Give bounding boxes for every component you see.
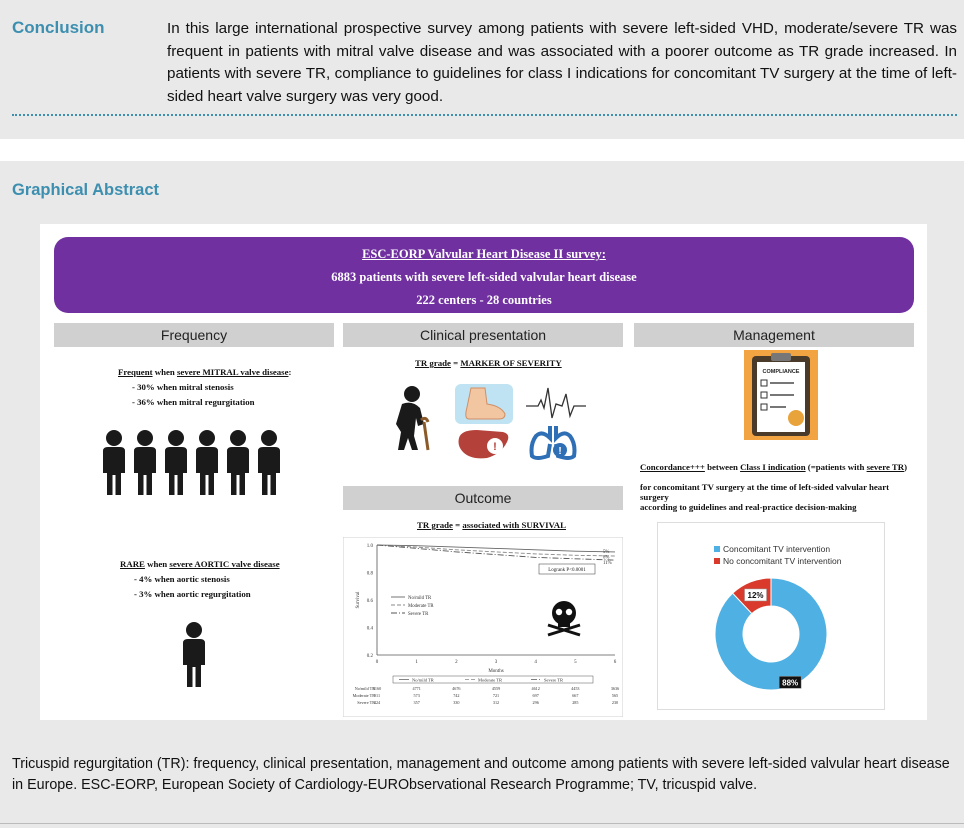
rare-word: RARE (120, 559, 145, 569)
banner-line-3: 222 centers - 28 countries (416, 293, 552, 307)
frequency-header: Frequency (54, 323, 334, 347)
km-end-label: 5% (603, 549, 610, 555)
km-legend-label: Moderate TR (408, 603, 434, 609)
km-y-tick-label: 0.4 (366, 626, 373, 632)
associated-with-survival: associated with SURVIVAL (462, 520, 566, 530)
km-y-axis-label: Survival (356, 591, 361, 609)
banner-line-1: ESC-EORP Valvular Heart Disease II survey: (362, 247, 606, 261)
section-gap (0, 139, 964, 161)
km-x-tick-label: 2 (455, 660, 458, 665)
outcome-header: Outcome (343, 486, 623, 510)
risk-table-row-label: Moderate TR (352, 693, 375, 698)
frequent-line (118, 367, 338, 377)
skull-eye (556, 609, 562, 615)
freq-item-aortic-regurgitation: - 3% when aortic regurgitation (134, 589, 251, 599)
km-x-tick-label: 5 (574, 660, 577, 665)
donut-data-label: 88% (782, 678, 799, 688)
risk-table-cell: 357 (413, 700, 420, 705)
severe-tr-word: severe TR (866, 462, 905, 472)
clipboard-label: COMPLIANCE (762, 369, 800, 375)
graphical-abstract-figure (40, 224, 927, 720)
lungs-icon (528, 422, 578, 462)
tr-marker-line (415, 358, 615, 368)
km-x-tick-label: 0 (375, 660, 379, 665)
risk-table-cell: 697 (532, 693, 539, 698)
km-end-label: 11% (603, 561, 612, 567)
risk-table-cell: 296 (532, 700, 539, 705)
banner-line-2: 6883 patients with severe left-sided valvular heart disease (331, 270, 637, 284)
concordance-line-2: for concomitant TV surgery at the time of left-sided valvular heart surgery (640, 482, 890, 502)
concordance-line-3: according to guidelines and real-practice decision-making (640, 502, 857, 512)
donut-data-label: 12% (747, 590, 764, 600)
survey-banner (54, 237, 914, 313)
risk-table-cell: 4612 (531, 686, 540, 691)
risk-table-cell: 4771 (412, 686, 421, 691)
km-bottom-legend-label: No/mild TR (412, 677, 434, 683)
km-y-tick-label: 1.0 (366, 544, 373, 549)
donut-svg (658, 523, 884, 709)
single-person-icon (178, 621, 210, 689)
compliance-clipboard-icon (744, 350, 818, 440)
clinical-presentation-header: Clinical presentation (343, 323, 623, 347)
elderly-person-icon (388, 384, 440, 452)
frequent-word: Frequent (118, 367, 153, 377)
management-header: Management (634, 323, 914, 347)
marker-of-severity: MARKER OF SEVERITY (460, 358, 562, 368)
risk-table-cell: 285 (572, 700, 579, 705)
risk-table-cell: 667 (572, 693, 579, 698)
risk-table-cell: 573 (413, 693, 420, 698)
risk-table-cell: 424 (373, 700, 381, 705)
bottom-rule (0, 823, 964, 824)
freq-item-mitral-stenosis: - 30% when mitral stenosis (132, 382, 234, 392)
risk-table-cell: 3636 (610, 686, 620, 691)
risk-table-cell: 565 (611, 693, 619, 698)
survival-curve-chart (343, 537, 623, 717)
skull-jaw (558, 619, 570, 627)
rare-line (120, 559, 340, 569)
km-x-tick-label: 4 (534, 660, 537, 665)
conclusion-heading: Conclusion (12, 18, 105, 37)
risk-table-cell: 4453 (571, 686, 580, 691)
conclusion-text: In this large international prospective survey among patients with severe left-sided VHD, moderate/severe TR was frequent in patients with mitral valve disease and was associated with a poorer outcome as TR grade increased. In patients with severe TR, compliance to guidelines for class I indications for concomitant TV surgery at the time of left-sided heart valve surgery was very good. (167, 20, 957, 105)
risk-table-cell: 721 (492, 693, 500, 698)
freq-item-mitral-regurgitation: - 36% when mitral regurgitation (132, 397, 255, 407)
km-x-tick-label: 3 (494, 660, 498, 665)
risk-table-row-label: Severe TR (357, 700, 375, 705)
class-i-indication: Class I indication (740, 462, 806, 472)
figure-caption: Tricuspid regurgitation (TR): frequency, clinical presentation, management and outcome among patients with severe left-sided valvular heart disease in Europe. ESC-EORP, European Society of Cardiology-EURObservational Research Programme; TV, tricuspid valve. (12, 756, 950, 793)
risk-table-cell: 5160 (372, 686, 382, 691)
km-y-tick-label: 0.8 (366, 571, 373, 577)
ecg-waveform-icon (526, 386, 586, 420)
frequent-mid: when (152, 367, 177, 377)
frequent-colon: : (288, 367, 292, 377)
tr-eq: = (450, 358, 461, 368)
risk-table-cell: 230 (611, 700, 619, 705)
concordance-line-1 (640, 462, 920, 472)
skull-eye (566, 609, 572, 615)
risk-table-cell: 911 (373, 693, 381, 698)
risk-table-cell: 312 (492, 700, 500, 705)
legend-label-no-concomitant: No concomitant TV intervention (723, 556, 842, 566)
tr-survival-line (417, 520, 617, 530)
rare-mid: when (144, 559, 170, 569)
risk-table-cell: 4676 (452, 686, 461, 691)
tv-intervention-donut-chart (657, 522, 885, 710)
tr-grade-word-2: TR grade (417, 520, 453, 530)
risk-table-row-label: No/mild TR (354, 686, 375, 691)
liver-icon (457, 428, 511, 460)
km-x-tick-label: 1 (415, 660, 418, 665)
km-y-tick-label: 0.2 (366, 654, 373, 659)
km-end-label: 8% (603, 555, 610, 561)
risk-table-cell: 4559 (491, 686, 501, 691)
conc-between: between (704, 462, 741, 472)
km-y-tick-label: 0.6 (366, 599, 373, 604)
km-bottom-legend-label: Moderate TR (478, 677, 503, 683)
risk-table-cell: 330 (453, 700, 460, 705)
km-legend-label: No/mild TR (408, 595, 432, 601)
rare-target: severe AORTIC valve disease (169, 559, 280, 569)
km-x-axis-label: Months (488, 669, 504, 674)
svg-text:!: ! (493, 441, 497, 453)
concordance-word: Concordance+++ (640, 462, 705, 472)
conc-patients: (=patients with (805, 462, 867, 472)
km-logrank-label: Logrank P<0.0001 (548, 568, 586, 573)
legend-label-concomitant: Concomitant TV intervention (723, 544, 831, 554)
svg-text:!: ! (558, 446, 562, 457)
freq-item-aortic-stenosis: - 4% when aortic stenosis (134, 574, 230, 584)
km-x-tick-label: 6 (613, 660, 617, 665)
km-legend-label: Severe TR (408, 611, 429, 617)
graphical-abstract-heading: Graphical Abstract (12, 181, 160, 199)
frequent-target: severe MITRAL valve disease (177, 367, 289, 377)
edema-foot-icon (455, 384, 513, 424)
risk-table-cell: 742 (453, 693, 460, 698)
tr-eq-2: = (452, 520, 463, 530)
dotted-divider (12, 114, 957, 116)
conc-close: ) (904, 462, 908, 472)
km-bottom-legend-label: Severe TR (544, 677, 564, 683)
tr-grade-word: TR grade (415, 358, 451, 368)
six-people-icon (100, 429, 290, 497)
